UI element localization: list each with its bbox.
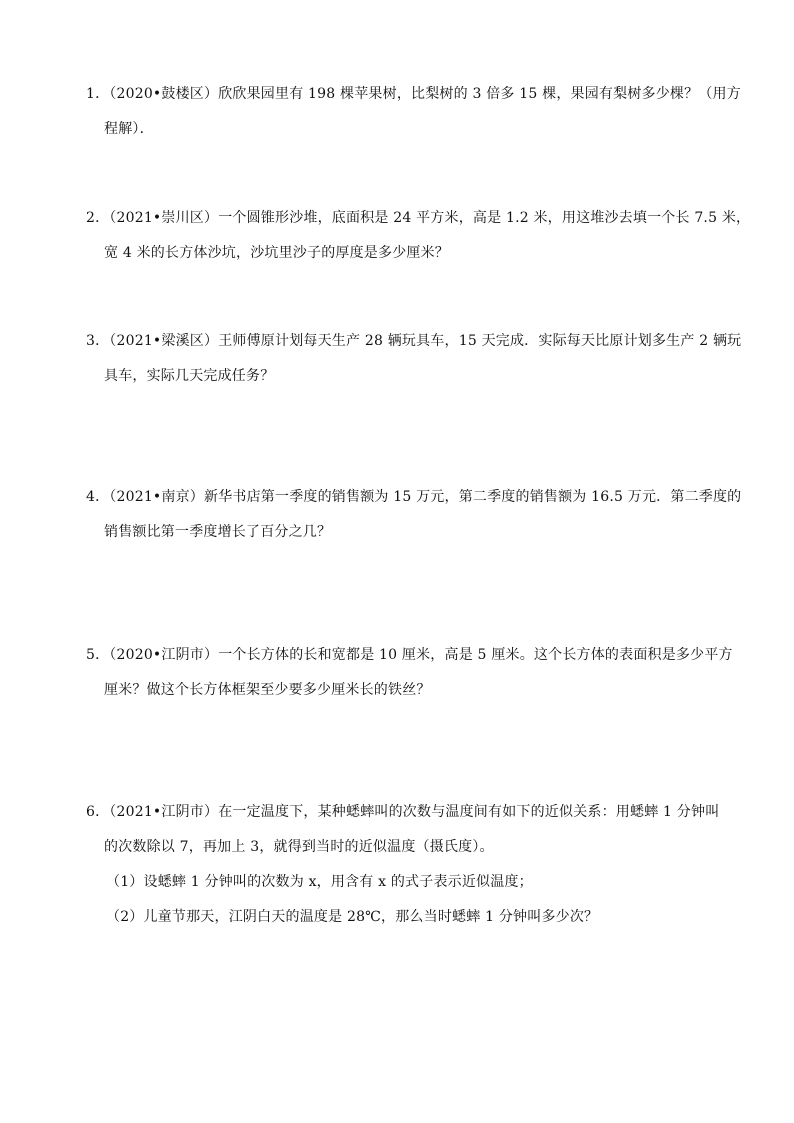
problem-6 [86,795,720,935]
problem-3-line-2: 具车，实际几天完成任务？ [104,368,275,384]
problem-4-line-2: 销售额比第一季度增长了百分之几？ [104,524,332,540]
problem-6-line-1: 6．（2021•江阴市）在一定温度下，某种蟋蟀叫的次数与温度间有如下的近似关系：用蟋蟀 1 分钟叫 [86,804,720,820]
problem-5-line-1: 5．（2020•江阴市）一个长方体的长和宽都是 10 厘米，高是 5 厘米。这个长方体的表面积是多少平方 [86,647,733,663]
problem-2 [86,201,751,271]
problem-3 [86,324,742,394]
problem-2-line-2: 宽 4 米的长方体沙坑，沙坑里沙子的厚度是多少厘米？ [104,245,450,261]
problem-6-subquestion-2: （2）儿童节那天，江阴白天的温度是 28℃，那么当时蟋蟀 1 分钟叫多少次？ [106,909,599,925]
problem-5 [86,638,733,708]
problem-2-line-1: 2．（2021•崇川区）一个圆锥形沙堆，底面积是 24 平方米，高是 1.2 米，用这堆沙去填一个长 7.5 米， [86,210,751,226]
problem-4 [86,480,742,550]
problem-1-line-1: 1．（2020•鼓楼区）欣欣果园里有 198 棵苹果树，比梨树的 3 倍多 15 棵，果园有梨树多少棵？（用方 [86,86,741,102]
problem-1-line-2: 程解）． [104,121,154,137]
problem-5-line-2: 厘米？做这个长方体框架至少要多少厘米长的铁丝？ [104,682,431,698]
problem-6-line-2: 的次数除以 7，再加上 3，就得到当时的近似温度（摄氏度）。 [104,839,494,855]
problem-6-subquestion-1: （1）设蟋蟀 1 分钟叫的次数为 x，用含有 x 的式子表示近似温度； [106,874,533,890]
problem-1 [86,77,741,147]
problem-4-line-1: 4．（2021•南京）新华书店第一季度的销售额为 15 万元，第二季度的销售额为 16.5 万元．第二季度的 [86,489,742,505]
problem-3-line-1: 3．（2021•梁溪区）王师傅原计划每天生产 28 辆玩具车，15 天完成．实际每天比原计划多生产 2 辆玩 [86,333,742,349]
